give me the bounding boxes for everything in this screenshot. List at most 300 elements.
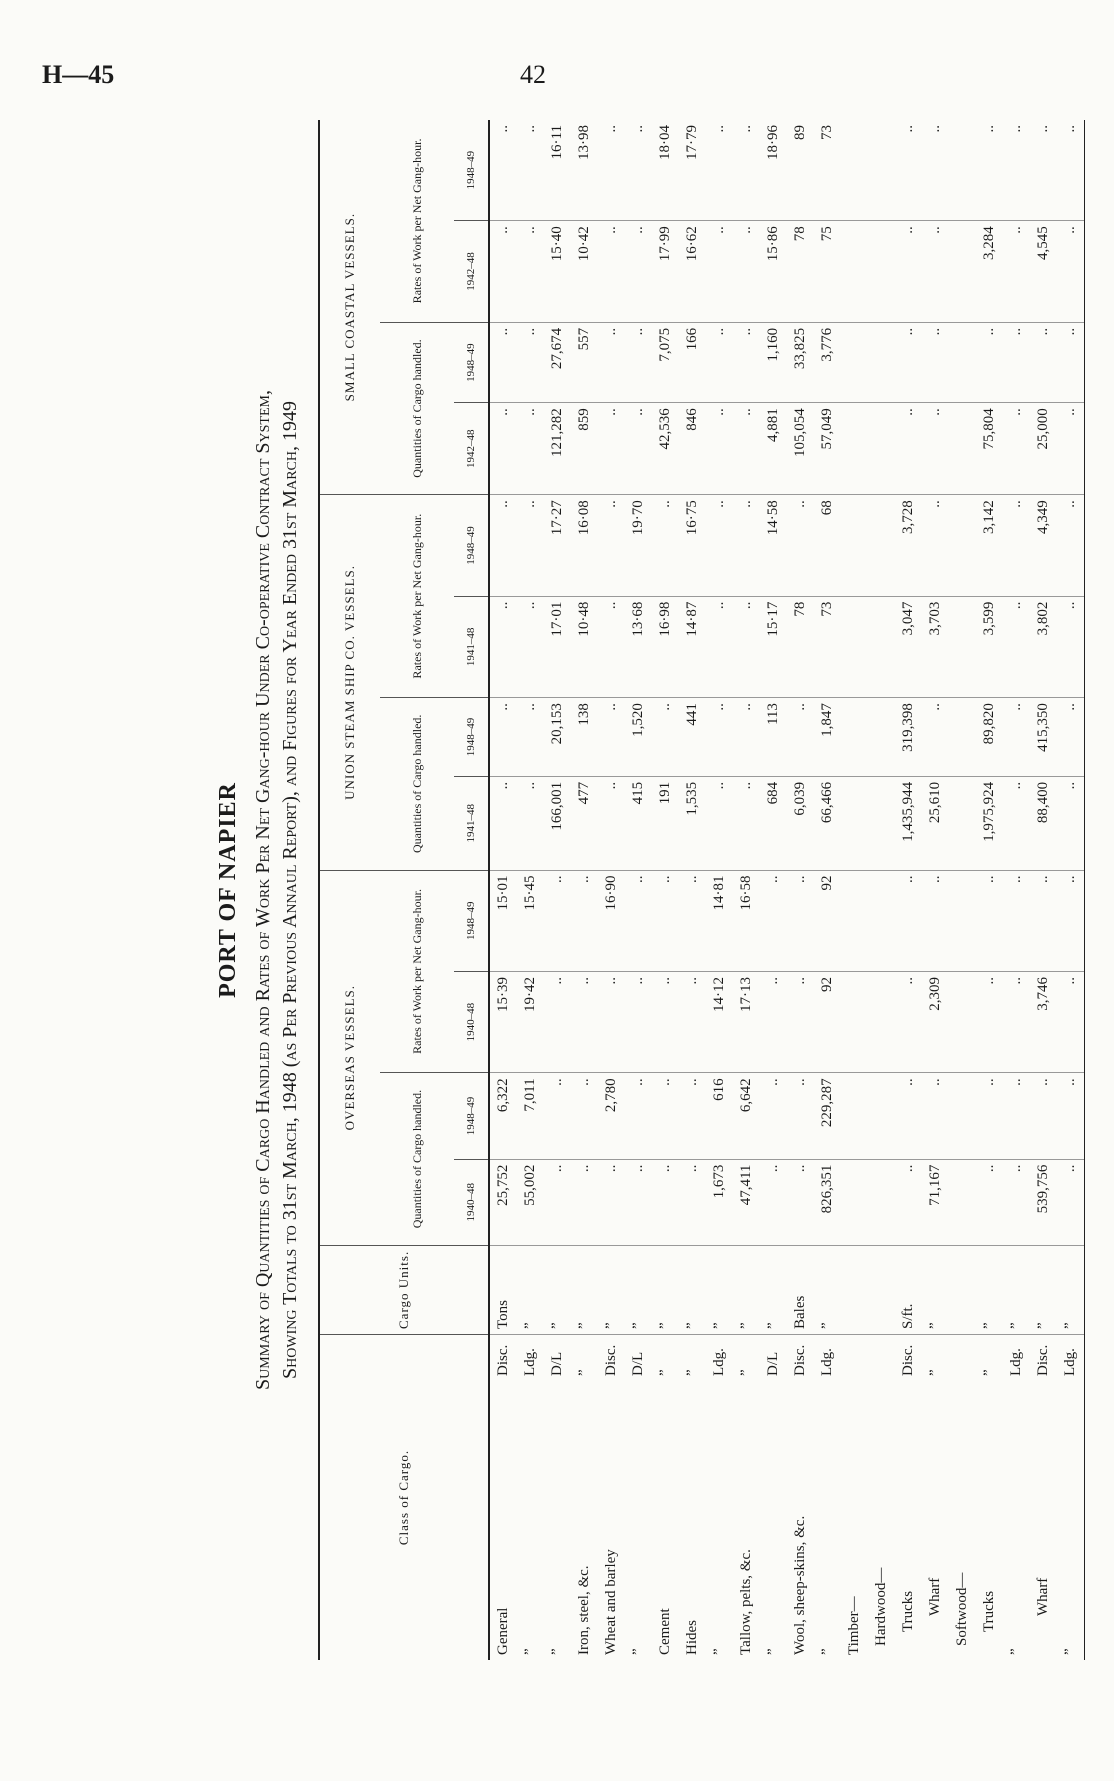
year-header: 1940–48 bbox=[454, 971, 489, 1072]
value-cell bbox=[868, 221, 895, 323]
value-cell: .. bbox=[976, 971, 1003, 1072]
value-cell: 859 bbox=[571, 403, 598, 495]
value-cell: .. bbox=[733, 120, 760, 221]
operation-cell: ” bbox=[927, 1369, 943, 1376]
value-cell: 10·42 bbox=[571, 221, 598, 323]
value-cell: .. bbox=[895, 971, 922, 1072]
value-cell: .. bbox=[787, 1073, 814, 1159]
cargo-class-cell: ” bbox=[549, 1648, 565, 1655]
year-header: 1941–48 bbox=[454, 596, 489, 697]
value-cell: .. bbox=[625, 403, 652, 495]
value-cell: .. bbox=[598, 495, 625, 596]
value-cell: .. bbox=[1003, 403, 1030, 495]
value-cell: .. bbox=[598, 403, 625, 495]
value-cell: .. bbox=[1003, 596, 1030, 697]
value-cell: .. bbox=[787, 971, 814, 1072]
value-cell: .. bbox=[652, 1073, 679, 1159]
operation-cell: D/L bbox=[765, 1351, 781, 1376]
value-cell: .. bbox=[1003, 698, 1030, 777]
cargo-unit-cell bbox=[949, 1245, 976, 1334]
year-header: 1948–49 bbox=[454, 1073, 489, 1159]
value-cell: 4,349 bbox=[1030, 495, 1057, 596]
value-cell bbox=[949, 1159, 976, 1245]
value-cell: 16·90 bbox=[598, 870, 625, 971]
value-cell: 42,536 bbox=[652, 403, 679, 495]
value-cell: .. bbox=[1057, 120, 1085, 221]
value-cell: .. bbox=[517, 776, 544, 870]
value-cell: .. bbox=[760, 870, 787, 971]
value-cell: .. bbox=[1003, 322, 1030, 402]
value-cell: .. bbox=[1003, 971, 1030, 1072]
operation-cell: Disc. bbox=[792, 1344, 808, 1376]
value-cell: .. bbox=[1003, 776, 1030, 870]
operation-cell: ” bbox=[657, 1369, 673, 1376]
value-cell: .. bbox=[733, 596, 760, 697]
cargo-unit-cell bbox=[868, 1245, 895, 1334]
value-cell bbox=[841, 596, 868, 697]
cargo-class-cell: ” bbox=[1057, 1381, 1085, 1660]
cargo-class-cell: Hides bbox=[684, 1620, 700, 1655]
value-cell bbox=[949, 971, 976, 1072]
year-header: 1948–49 bbox=[454, 698, 489, 777]
value-cell: 89,820 bbox=[976, 698, 1003, 777]
operation-cell: D/L bbox=[630, 1351, 646, 1376]
value-cell: 138 bbox=[571, 698, 598, 777]
value-cell: .. bbox=[976, 120, 1003, 221]
value-cell bbox=[868, 1073, 895, 1159]
cargo-class-cell: ” bbox=[1008, 1648, 1024, 1655]
table-row bbox=[733, 120, 760, 1660]
table-body bbox=[489, 120, 1085, 1660]
value-cell: 89 bbox=[787, 120, 814, 221]
value-cell: 75 bbox=[814, 221, 841, 323]
value-cell: .. bbox=[976, 1159, 1003, 1245]
value-cell: .. bbox=[625, 1159, 652, 1245]
value-cell: 25,610 bbox=[922, 776, 949, 870]
value-cell: .. bbox=[489, 221, 517, 323]
value-cell: .. bbox=[571, 1073, 598, 1159]
table-row bbox=[1057, 120, 1085, 1660]
value-cell: 1,520 bbox=[625, 698, 652, 777]
value-cell bbox=[949, 776, 976, 870]
cargo-class-cell: Cement bbox=[657, 1608, 673, 1655]
value-cell: .. bbox=[1057, 495, 1085, 596]
value-cell: .. bbox=[571, 1159, 598, 1245]
value-cell: 68 bbox=[814, 495, 841, 596]
operation-cell: Ldg. bbox=[1057, 1335, 1085, 1382]
value-cell: .. bbox=[895, 1159, 922, 1245]
value-cell: .. bbox=[1003, 1073, 1030, 1159]
value-cell: .. bbox=[625, 971, 652, 1072]
cargo-unit-cell: ” bbox=[571, 1245, 598, 1334]
value-cell: 415 bbox=[625, 776, 652, 870]
page-number: 42 bbox=[520, 60, 546, 89]
operation-cell bbox=[841, 1335, 868, 1382]
operation-cell: Disc. bbox=[1035, 1344, 1051, 1376]
cargo-class-cell: Wool, sheep-skins, &c. bbox=[792, 1515, 808, 1655]
value-cell: .. bbox=[760, 1159, 787, 1245]
value-cell: .. bbox=[598, 1159, 625, 1245]
cargo-class-cell: Softwood— bbox=[954, 1572, 970, 1646]
value-cell: 14·81 bbox=[706, 870, 733, 971]
cargo-unit-cell: ” bbox=[1030, 1245, 1057, 1334]
value-cell: 3,746 bbox=[1030, 971, 1057, 1072]
value-cell: 6,322 bbox=[489, 1073, 517, 1159]
value-cell bbox=[949, 596, 976, 697]
value-cell: .. bbox=[895, 221, 922, 323]
value-cell: 846 bbox=[679, 403, 706, 495]
value-cell bbox=[841, 1073, 868, 1159]
value-cell: .. bbox=[571, 870, 598, 971]
cargo-unit-cell: ” bbox=[760, 1245, 787, 1334]
value-cell: 121,282 bbox=[544, 403, 571, 495]
value-cell: 166 bbox=[679, 322, 706, 402]
value-cell: .. bbox=[625, 1073, 652, 1159]
value-cell: 18·96 bbox=[760, 120, 787, 221]
value-cell: .. bbox=[489, 495, 517, 596]
value-cell: 4,545 bbox=[1030, 221, 1057, 323]
value-cell: .. bbox=[787, 870, 814, 971]
operation-cell: Disc. bbox=[603, 1344, 619, 1376]
value-cell: 105,054 bbox=[787, 403, 814, 495]
value-cell: 3,728 bbox=[895, 495, 922, 596]
value-cell: 47,411 bbox=[733, 1159, 760, 1245]
value-cell: .. bbox=[544, 1073, 571, 1159]
cargo-class-cell: Trucks bbox=[981, 1590, 997, 1632]
value-cell: 15·39 bbox=[489, 971, 517, 1072]
table-row bbox=[1003, 120, 1030, 1660]
subtitle-line-1: Summary of Quantities of Cargo Handled and Rates of Work Per Net Gang-hour Under Co-operative Contract System, bbox=[252, 390, 274, 1390]
table-row bbox=[679, 120, 706, 1660]
table-row bbox=[787, 120, 814, 1660]
value-cell: .. bbox=[598, 322, 625, 402]
value-cell bbox=[868, 403, 895, 495]
value-cell: .. bbox=[598, 596, 625, 697]
value-cell: .. bbox=[598, 776, 625, 870]
table-row bbox=[895, 120, 922, 1660]
value-cell: 17·99 bbox=[652, 221, 679, 323]
table-row bbox=[544, 120, 571, 1660]
value-cell bbox=[868, 120, 895, 221]
value-cell bbox=[841, 698, 868, 777]
value-cell: 73 bbox=[814, 120, 841, 221]
sm-rates-header: Rates of Work per Net Gang-hour. bbox=[380, 120, 454, 322]
value-cell: .. bbox=[706, 120, 733, 221]
value-cell bbox=[841, 1159, 868, 1245]
value-cell bbox=[868, 596, 895, 697]
value-cell bbox=[949, 120, 976, 221]
value-cell: 319,398 bbox=[895, 698, 922, 777]
cargo-class-cell: ” bbox=[711, 1648, 727, 1655]
value-cell: 113 bbox=[760, 698, 787, 777]
value-cell: 88,400 bbox=[1030, 776, 1057, 870]
value-cell: 15·45 bbox=[517, 870, 544, 971]
value-cell: .. bbox=[922, 1073, 949, 1159]
year-header: 1948–49 bbox=[454, 322, 489, 402]
value-cell: .. bbox=[679, 971, 706, 1072]
value-cell: 415,350 bbox=[1030, 698, 1057, 777]
cargo-class-cell: Tallow, pelts, &c. bbox=[738, 1549, 754, 1655]
value-cell bbox=[949, 1073, 976, 1159]
value-cell: 826,351 bbox=[814, 1159, 841, 1245]
value-cell: .. bbox=[895, 1073, 922, 1159]
class-of-cargo-header: Class of Cargo. bbox=[396, 1449, 411, 1546]
value-cell: .. bbox=[489, 120, 517, 221]
value-cell bbox=[949, 870, 976, 971]
value-cell: 75,804 bbox=[976, 403, 1003, 495]
year-header: 1942–48 bbox=[454, 221, 489, 323]
value-cell bbox=[868, 698, 895, 777]
value-cell: .. bbox=[706, 776, 733, 870]
value-cell: .. bbox=[922, 403, 949, 495]
value-cell: 15·01 bbox=[489, 870, 517, 971]
value-cell: 166,001 bbox=[544, 776, 571, 870]
table-row bbox=[760, 120, 787, 1660]
value-cell: .. bbox=[733, 221, 760, 323]
value-cell: .. bbox=[489, 403, 517, 495]
value-cell: .. bbox=[706, 495, 733, 596]
small-coastal-header: SMALL COASTAL VESSELS. bbox=[319, 120, 380, 495]
table-row bbox=[949, 120, 976, 1660]
value-cell: 78 bbox=[787, 596, 814, 697]
cargo-unit-cell bbox=[841, 1245, 868, 1334]
cargo-unit-cell: ” bbox=[733, 1245, 760, 1334]
value-cell: .. bbox=[598, 120, 625, 221]
value-cell: 19·70 bbox=[625, 495, 652, 596]
value-cell bbox=[841, 495, 868, 596]
value-cell: .. bbox=[1057, 403, 1085, 495]
cargo-unit-cell: Tons bbox=[489, 1245, 517, 1334]
operation-cell: Ldg. bbox=[522, 1348, 538, 1376]
value-cell bbox=[841, 120, 868, 221]
year-header: 1941–48 bbox=[454, 776, 489, 870]
value-cell: 4,881 bbox=[760, 403, 787, 495]
value-cell: .. bbox=[652, 971, 679, 1072]
value-cell: .. bbox=[625, 322, 652, 402]
value-cell: .. bbox=[922, 322, 949, 402]
value-cell: 33,825 bbox=[787, 322, 814, 402]
value-cell bbox=[841, 322, 868, 402]
value-cell: 17·01 bbox=[544, 596, 571, 697]
value-cell: .. bbox=[517, 698, 544, 777]
table-row bbox=[598, 120, 625, 1660]
value-cell: 14·12 bbox=[706, 971, 733, 1072]
cargo-unit-cell: ” bbox=[625, 1245, 652, 1334]
value-cell: .. bbox=[733, 776, 760, 870]
year-header: 1948–49 bbox=[454, 120, 489, 221]
value-cell: .. bbox=[733, 495, 760, 596]
cargo-unit-cell: ” bbox=[517, 1245, 544, 1334]
cargo-class-cell: General bbox=[495, 1607, 511, 1655]
value-cell: .. bbox=[976, 1073, 1003, 1159]
cargo-class-cell: ” bbox=[522, 1648, 538, 1655]
value-cell bbox=[841, 221, 868, 323]
cargo-unit-cell: S/ft. bbox=[895, 1245, 922, 1334]
value-cell: .. bbox=[652, 698, 679, 777]
operation-cell: Disc. bbox=[900, 1344, 916, 1376]
value-cell: 25,000 bbox=[1030, 403, 1057, 495]
value-cell: .. bbox=[922, 495, 949, 596]
value-cell: 16·62 bbox=[679, 221, 706, 323]
value-cell: .. bbox=[652, 870, 679, 971]
cargo-class-cell: Iron, steel, &c. bbox=[576, 1565, 592, 1655]
value-cell: .. bbox=[517, 221, 544, 323]
value-cell bbox=[841, 971, 868, 1072]
value-cell: .. bbox=[787, 698, 814, 777]
value-cell: .. bbox=[679, 1159, 706, 1245]
value-cell: 73 bbox=[814, 596, 841, 697]
value-cell: .. bbox=[598, 221, 625, 323]
value-cell: .. bbox=[544, 1159, 571, 1245]
value-cell bbox=[868, 322, 895, 402]
value-cell: .. bbox=[679, 1073, 706, 1159]
cargo-table bbox=[318, 120, 1085, 1660]
year-header: 1948–49 bbox=[454, 495, 489, 596]
report-title: PORT OF NAPIER bbox=[215, 782, 241, 998]
un-rates-header: Rates of Work per Net Gang-hour. bbox=[380, 495, 454, 698]
table-row bbox=[841, 120, 868, 1660]
value-cell: .. bbox=[787, 1159, 814, 1245]
operation-cell bbox=[949, 1335, 976, 1382]
value-cell: 14·58 bbox=[760, 495, 787, 596]
value-cell: .. bbox=[1030, 870, 1057, 971]
ov-rates-header: Rates of Work per Net Gang-hour. bbox=[380, 870, 454, 1073]
value-cell: .. bbox=[489, 322, 517, 402]
table-row bbox=[489, 120, 517, 1660]
cargo-unit-cell: ” bbox=[1057, 1245, 1085, 1334]
table-row bbox=[652, 120, 679, 1660]
value-cell: 1,673 bbox=[706, 1159, 733, 1245]
operation-cell: ” bbox=[684, 1369, 700, 1376]
cargo-class-cell: ” bbox=[630, 1648, 646, 1655]
value-cell bbox=[868, 776, 895, 870]
value-cell: .. bbox=[517, 495, 544, 596]
value-cell: 13·98 bbox=[571, 120, 598, 221]
value-cell: .. bbox=[1003, 1159, 1030, 1245]
ov-qty-header: Quantities of Cargo handled. bbox=[380, 1073, 454, 1245]
value-cell bbox=[868, 971, 895, 1072]
value-cell: 3,802 bbox=[1030, 596, 1057, 697]
value-cell: .. bbox=[1057, 776, 1085, 870]
value-cell: 229,287 bbox=[814, 1073, 841, 1159]
value-cell bbox=[949, 495, 976, 596]
value-cell: .. bbox=[1057, 596, 1085, 697]
value-cell: .. bbox=[625, 870, 652, 971]
value-cell: .. bbox=[760, 971, 787, 1072]
operation-cell: Ldg. bbox=[819, 1348, 835, 1376]
value-cell: .. bbox=[706, 322, 733, 402]
value-cell: 441 bbox=[679, 698, 706, 777]
value-cell: .. bbox=[571, 971, 598, 1072]
value-cell: .. bbox=[706, 403, 733, 495]
value-cell: .. bbox=[922, 870, 949, 971]
value-cell: 3,284 bbox=[976, 221, 1003, 323]
table-row bbox=[706, 120, 733, 1660]
value-cell: .. bbox=[652, 1159, 679, 1245]
value-cell: 539,756 bbox=[1030, 1159, 1057, 1245]
value-cell: .. bbox=[1057, 870, 1085, 971]
value-cell bbox=[841, 870, 868, 971]
value-cell: 14·87 bbox=[679, 596, 706, 697]
value-cell: 25,752 bbox=[489, 1159, 517, 1245]
value-cell: 557 bbox=[571, 322, 598, 402]
value-cell: .. bbox=[544, 870, 571, 971]
value-cell bbox=[868, 870, 895, 971]
value-cell bbox=[949, 403, 976, 495]
value-cell: 3,047 bbox=[895, 596, 922, 697]
value-cell: .. bbox=[706, 596, 733, 697]
value-cell: .. bbox=[517, 120, 544, 221]
value-cell bbox=[949, 322, 976, 402]
cargo-class-cell: Wheat and barley bbox=[603, 1549, 619, 1655]
value-cell bbox=[949, 221, 976, 323]
sm-qty-header: Quantities of Cargo handled. bbox=[380, 322, 454, 494]
operation-cell: ” bbox=[738, 1369, 754, 1376]
value-cell: 3,776 bbox=[814, 322, 841, 402]
value-cell: 57,049 bbox=[814, 403, 841, 495]
value-cell: .. bbox=[895, 403, 922, 495]
cargo-class-cell: Timber— bbox=[846, 1596, 862, 1655]
value-cell: .. bbox=[1003, 870, 1030, 971]
cargo-units-header: Cargo Units. bbox=[319, 1245, 489, 1334]
value-cell bbox=[868, 495, 895, 596]
value-cell: 477 bbox=[571, 776, 598, 870]
value-cell: .. bbox=[733, 322, 760, 402]
cargo-unit-cell: ” bbox=[544, 1245, 571, 1334]
cargo-unit-cell: ” bbox=[1003, 1245, 1030, 1334]
value-cell: .. bbox=[489, 596, 517, 697]
value-cell: .. bbox=[787, 495, 814, 596]
value-cell: .. bbox=[489, 698, 517, 777]
value-cell: 3,599 bbox=[976, 596, 1003, 697]
value-cell: 17·13 bbox=[733, 971, 760, 1072]
value-cell: .. bbox=[976, 322, 1003, 402]
value-cell: .. bbox=[679, 870, 706, 971]
operation-cell bbox=[868, 1335, 895, 1382]
value-cell: .. bbox=[1057, 221, 1085, 323]
value-cell bbox=[841, 776, 868, 870]
value-cell: 16·58 bbox=[733, 870, 760, 971]
table-row bbox=[625, 120, 652, 1660]
value-cell: 2,309 bbox=[922, 971, 949, 1072]
value-cell: 66,466 bbox=[814, 776, 841, 870]
value-cell: 16·75 bbox=[679, 495, 706, 596]
value-cell: 20,153 bbox=[544, 698, 571, 777]
value-cell: 7,011 bbox=[517, 1073, 544, 1159]
value-cell: .. bbox=[1030, 120, 1057, 221]
value-cell: 15·40 bbox=[544, 221, 571, 323]
cargo-class-cell: ” bbox=[819, 1648, 835, 1655]
value-cell: .. bbox=[922, 221, 949, 323]
table-row bbox=[922, 120, 949, 1660]
cargo-class-cell: Wharf bbox=[1035, 1577, 1051, 1616]
value-cell: 6,642 bbox=[733, 1073, 760, 1159]
un-qty-header: Quantities of Cargo handled. bbox=[380, 698, 454, 870]
cargo-unit-cell: ” bbox=[652, 1245, 679, 1334]
value-cell: .. bbox=[1030, 1073, 1057, 1159]
cargo-unit-cell: ” bbox=[922, 1245, 949, 1334]
value-cell: 92 bbox=[814, 870, 841, 971]
rotated-report bbox=[215, 120, 1078, 1660]
subtitle-line-2: Showing Totals to 31st March, 1948 (as Per Previous Annaul Report), and Figures for Year Ended 31st March, 1949 bbox=[279, 401, 301, 1379]
cargo-class-cell: Trucks bbox=[900, 1590, 916, 1632]
value-cell: .. bbox=[895, 870, 922, 971]
value-cell bbox=[841, 403, 868, 495]
table-row bbox=[517, 120, 544, 1660]
operation-cell: ” bbox=[576, 1369, 592, 1376]
value-cell: 1,160 bbox=[760, 322, 787, 402]
value-cell: 13·68 bbox=[625, 596, 652, 697]
